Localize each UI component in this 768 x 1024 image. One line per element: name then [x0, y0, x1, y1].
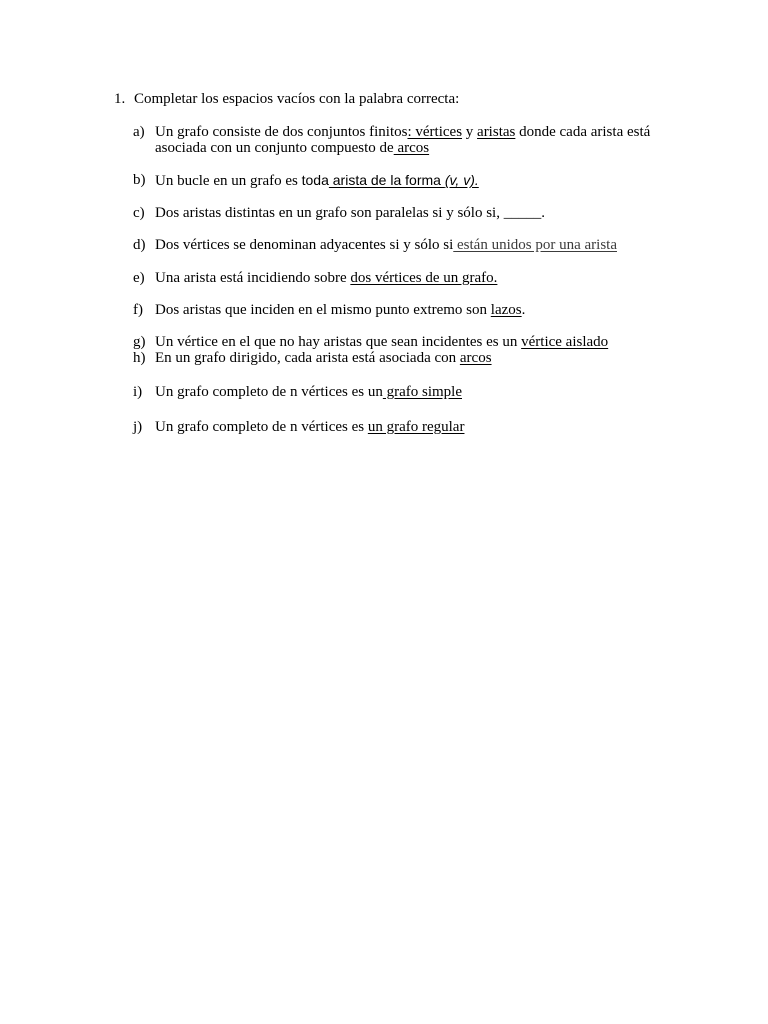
item-d-answer1: están unidos por una arista: [453, 237, 617, 253]
item-h-answer1: arcos: [459, 350, 492, 366]
item-a-text2: y: [462, 124, 478, 140]
item-g-text1: Un vértice en el que no hay aristas que sean incidentes es un: [155, 334, 522, 350]
item-text: [155, 334, 608, 351]
item-text: [155, 237, 617, 254]
item-e-answer1: dos vértices de un grafo.: [350, 270, 498, 286]
item-a-answer1: : vértices: [407, 124, 463, 140]
question-prompt: Completar los espacios vacíos con la palabra correcta:: [134, 91, 460, 107]
item-marker: c): [133, 205, 145, 221]
item-text: [155, 350, 492, 367]
item-text: [155, 140, 429, 157]
item-b-answer2: (v, v).: [444, 172, 479, 188]
item-marker: f): [133, 302, 143, 318]
item-b-answer1: arista de la forma: [328, 172, 445, 188]
item-d-text1: Dos vértices se denominan adyacentes si y sólo si: [155, 237, 454, 253]
item-a-answer3: arcos: [393, 140, 430, 156]
item-b-text1: Un bucle en un grafo es: [155, 173, 302, 189]
item-marker: e): [133, 270, 145, 286]
item-a-text4: asociada con un conjunto compuesto de: [155, 140, 394, 156]
item-i-answer1: grafo simple: [382, 384, 462, 400]
item-f-answer1: lazos: [490, 302, 522, 318]
item-text: [155, 270, 497, 287]
item-f-text1: Dos aristas que inciden en el mismo punto extremo son: [155, 302, 491, 318]
item-marker: d): [133, 237, 146, 253]
item-i-text1: Un grafo completo de n vértices es un: [155, 384, 383, 400]
item-text: Dos aristas distintas en un grafo son paralelas si y sólo si, _____.: [155, 205, 545, 221]
item-marker: h): [133, 350, 146, 366]
item-text: [155, 419, 464, 436]
item-a-text3: donde cada arista está: [515, 124, 651, 140]
item-a-text1: Un grafo consiste de dos conjuntos finitos: [155, 124, 408, 140]
item-j-answer1: un grafo regular: [367, 419, 465, 435]
item-e-text1: Una arista está incidiendo sobre: [155, 270, 351, 286]
item-f-text2: .: [521, 302, 526, 318]
question-heading: [114, 91, 459, 108]
item-h-text1: En un grafo dirigido, cada arista está asociada con: [155, 350, 460, 366]
item-j-text1: Un grafo completo de n vértices es: [155, 419, 368, 435]
item-marker: g): [133, 334, 146, 350]
item-marker: j): [133, 419, 143, 435]
item-marker: b): [133, 172, 146, 188]
item-a-answer2: aristas: [477, 124, 516, 140]
item-b-text2: toda: [301, 172, 329, 188]
item-text: [155, 172, 479, 190]
item-marker: i): [133, 384, 143, 400]
item-marker: a): [133, 124, 145, 140]
item-g-answer1: vértice aislado: [521, 334, 609, 350]
item-text: [155, 384, 462, 401]
item-text: [155, 302, 525, 319]
question-number: 1.: [114, 91, 126, 107]
item-text: [155, 124, 650, 141]
